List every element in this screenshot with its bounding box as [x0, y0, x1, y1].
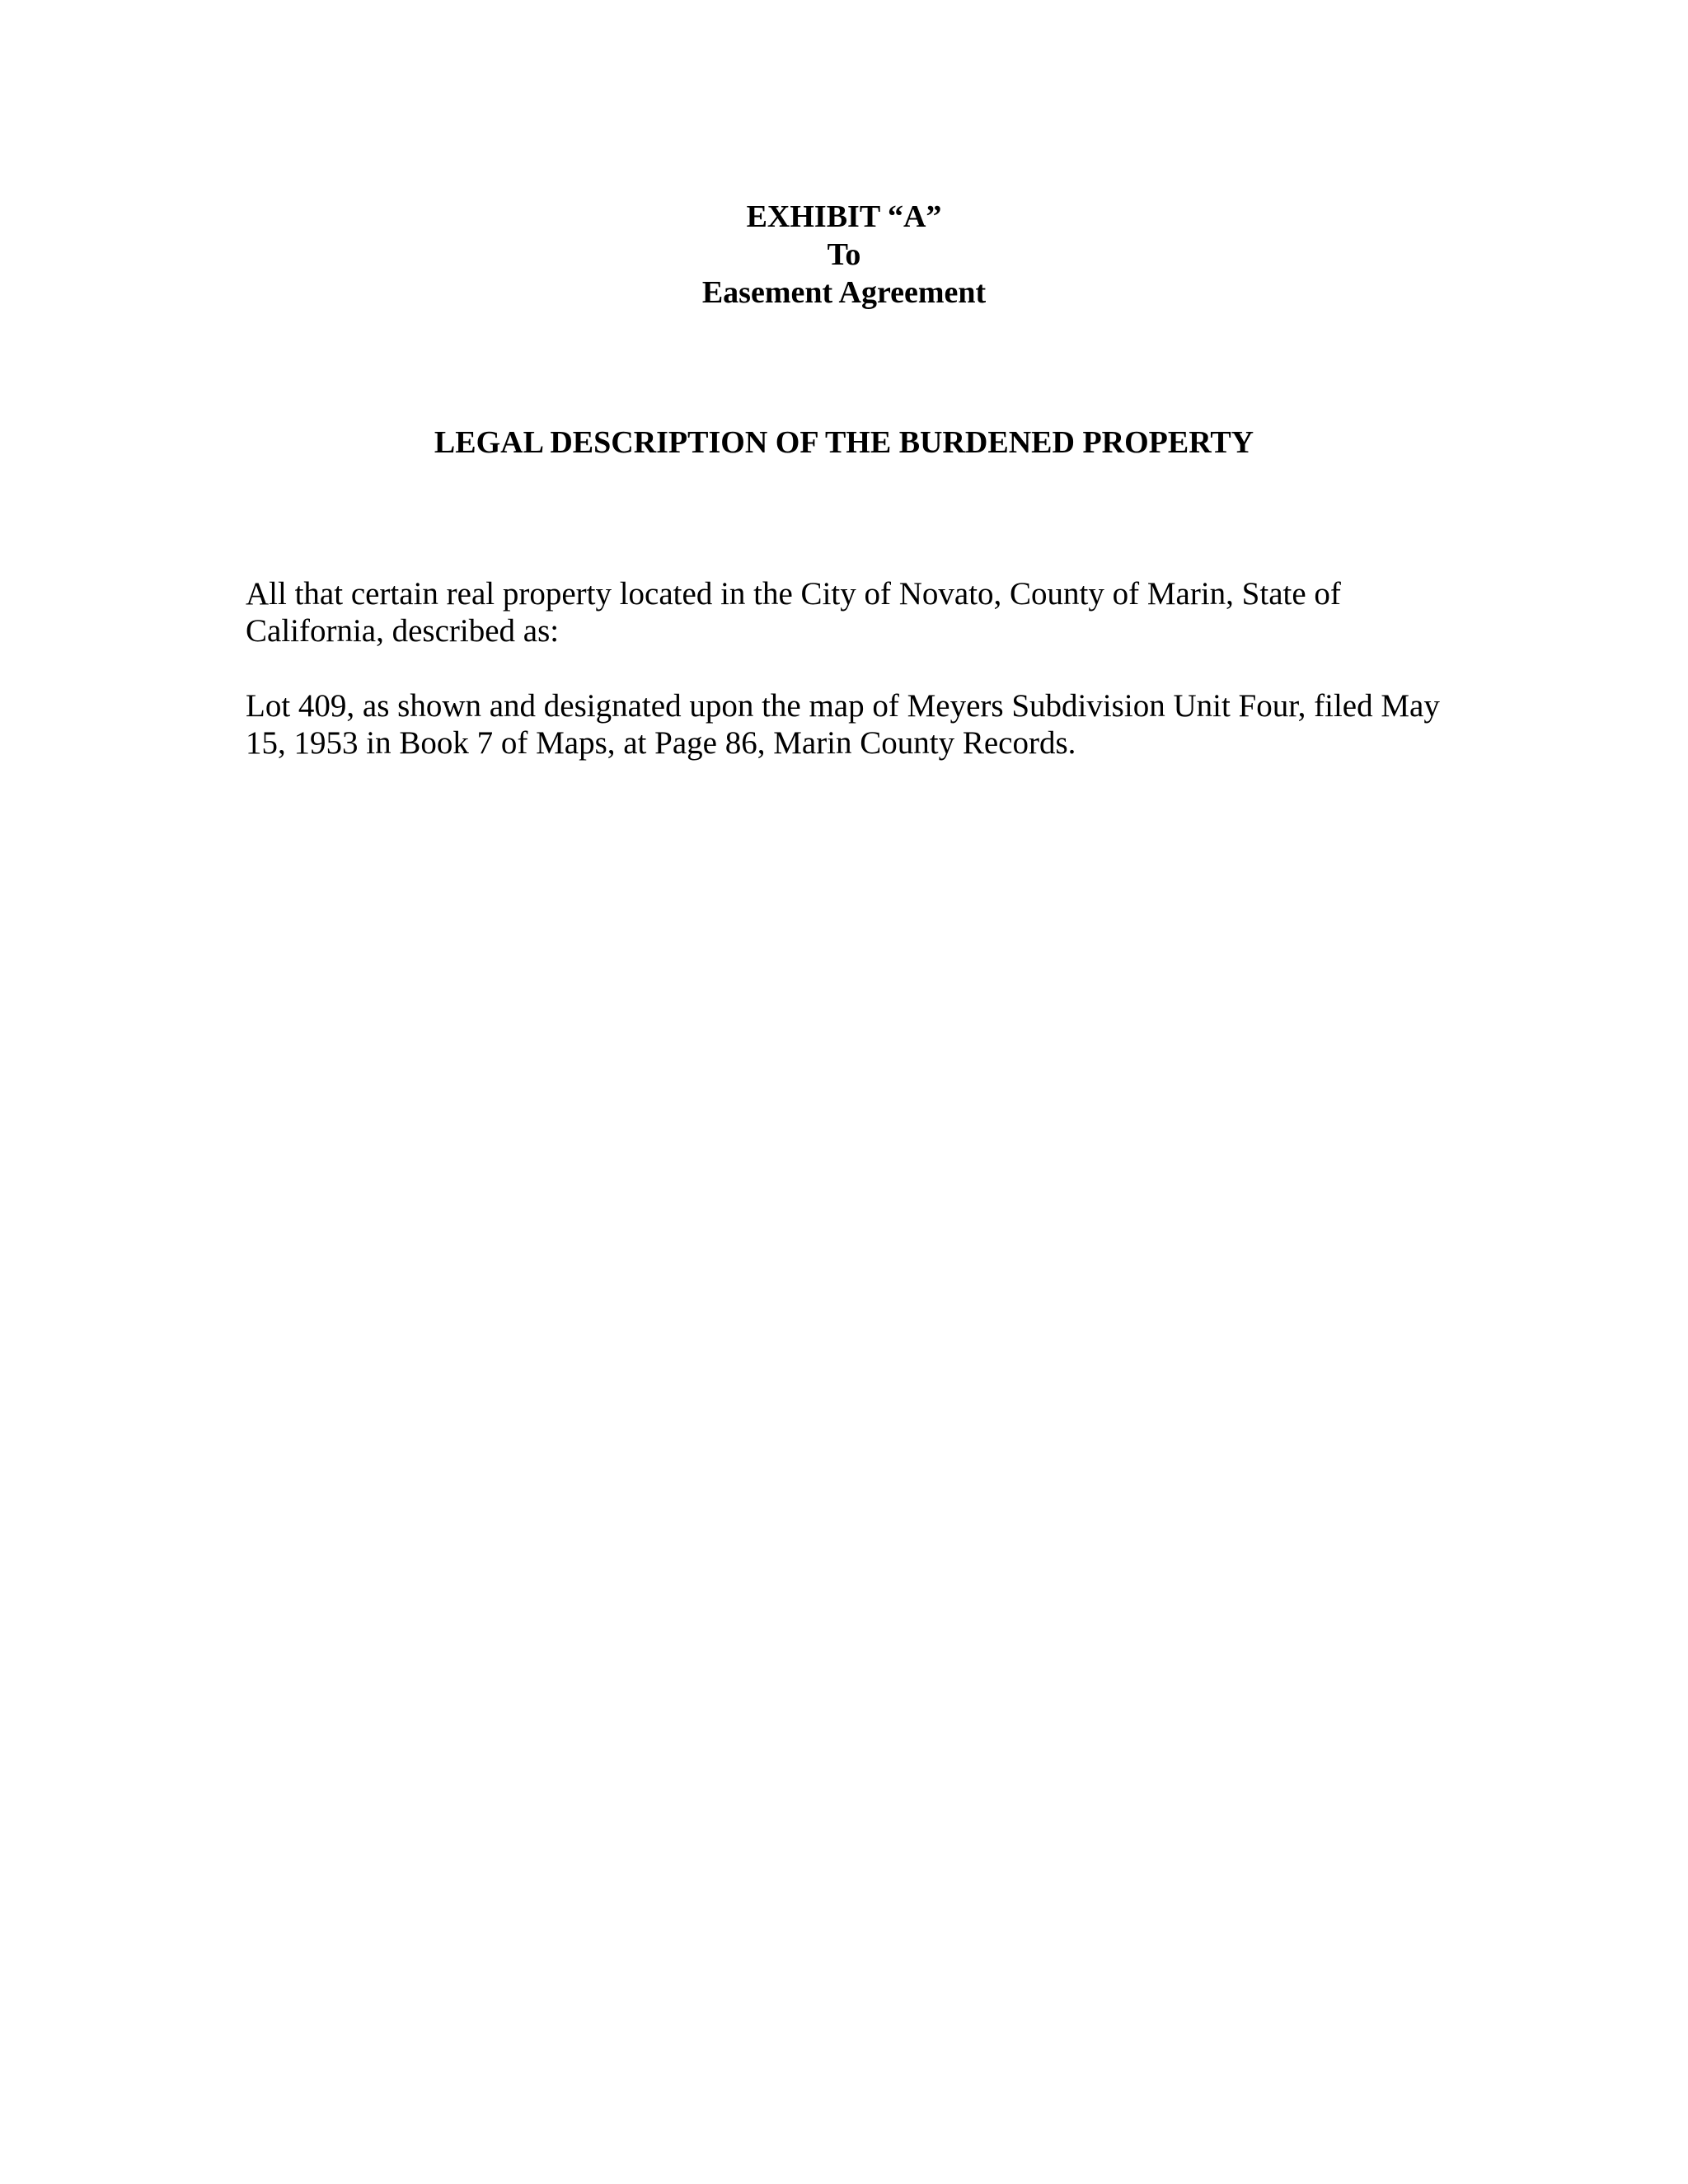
agreement-title: Easement Agreement — [701, 275, 987, 310]
exhibit-heading — [0, 198, 1688, 312]
property-location-paragraph: All that certain real property located in the City of Novato, County of Marin, State of California, described as: — [246, 576, 1341, 649]
section-title: LEGAL DESCRIPTION OF THE BURDENED PROPERTY — [434, 425, 1254, 460]
lot-description-paragraph: Lot 409, as shown and designated upon the map of Meyers Subdivision Unit Four, filed May 15, 1953 in Book 7 of Maps, at Page 86, Marin County Records. — [246, 688, 1440, 761]
exhibit-connector: To — [827, 237, 861, 272]
exhibit-label: EXHIBIT “A” — [746, 199, 942, 234]
